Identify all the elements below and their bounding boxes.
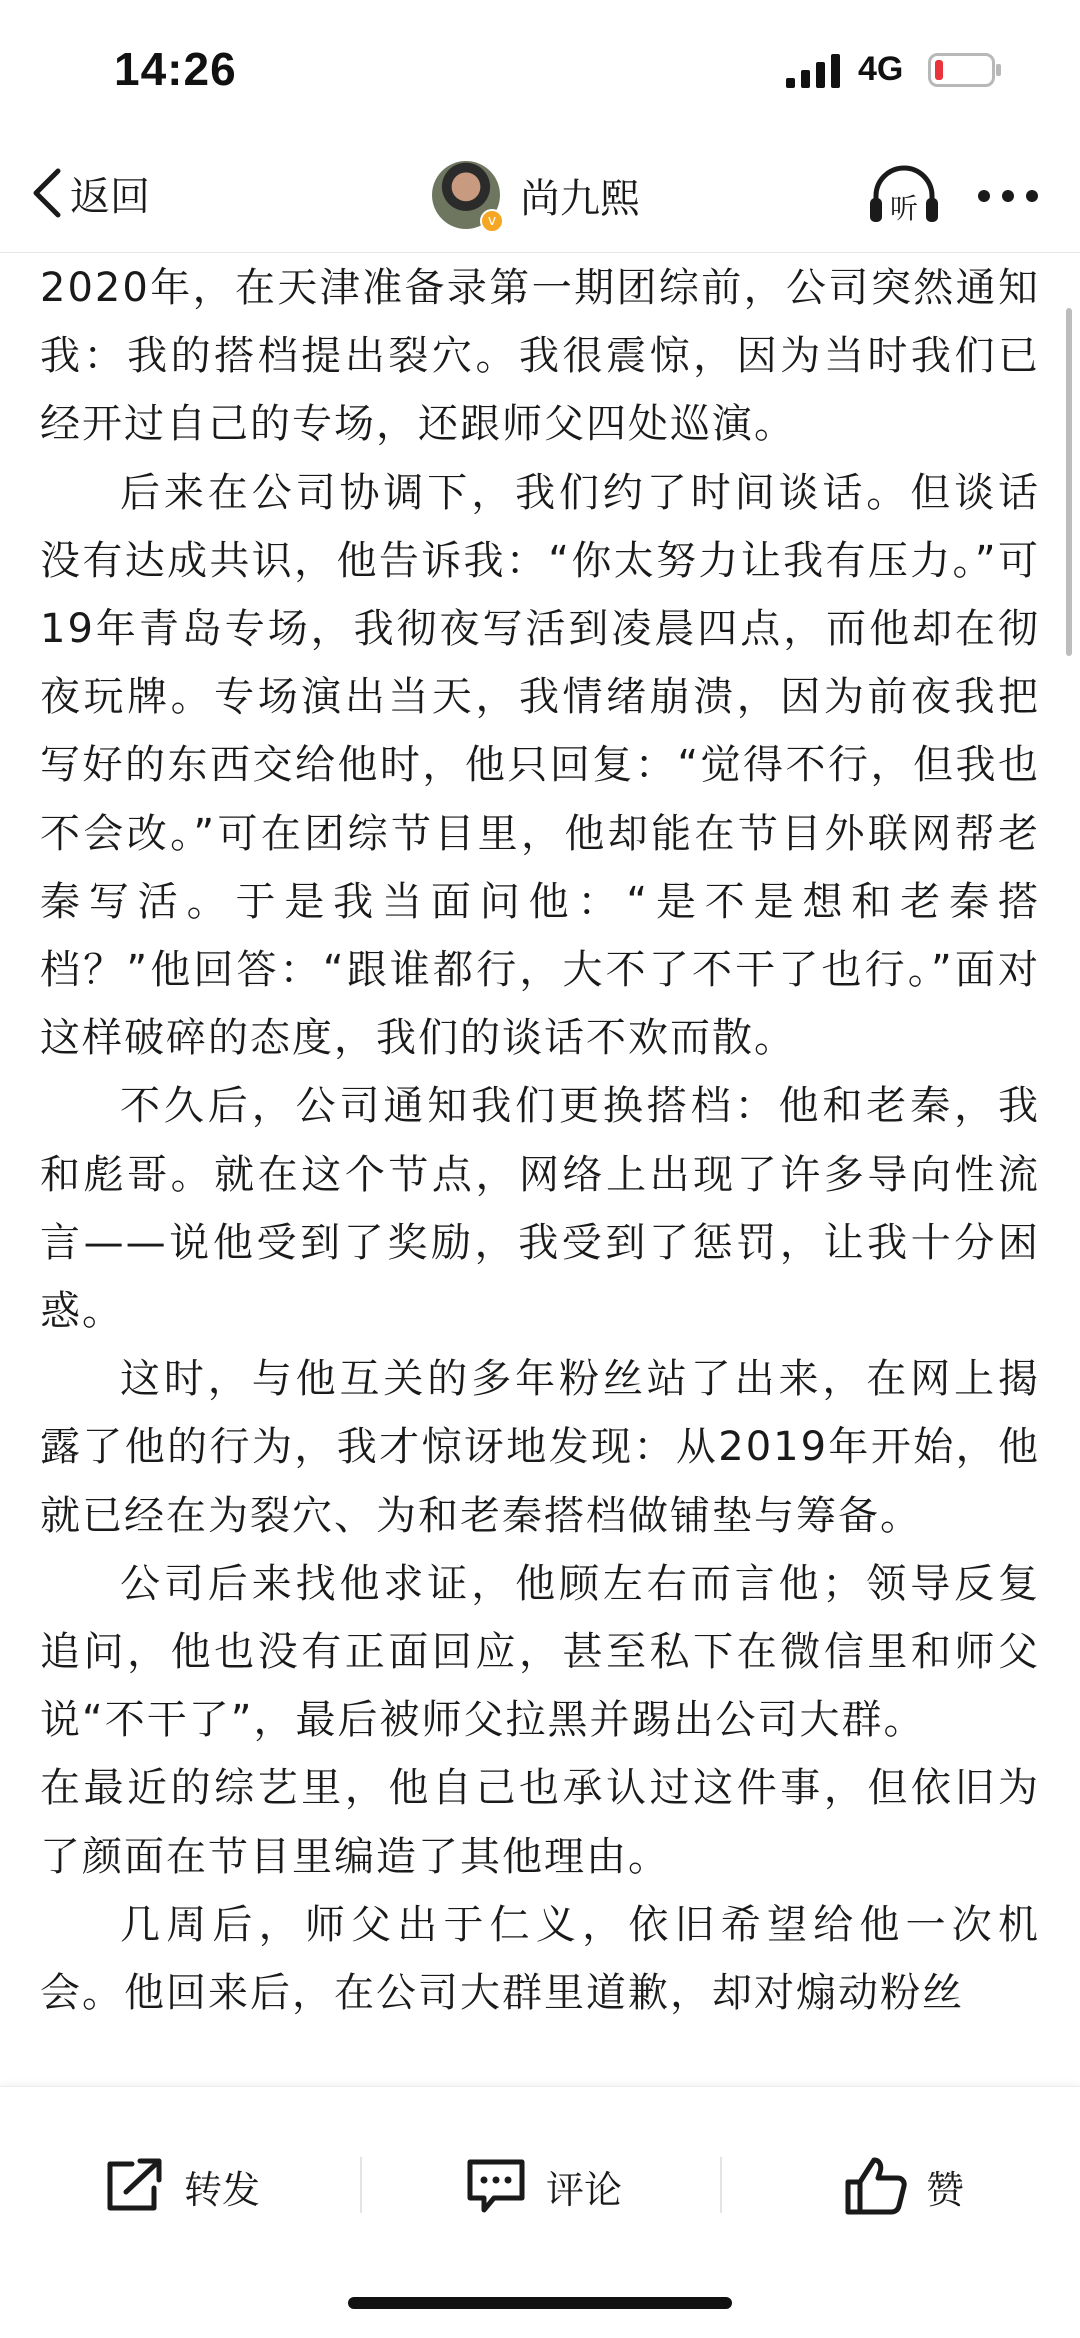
paragraph: 几周后，师父出于仁义，依旧希望给他一次机会。他回来后，在公司大群里道歉，却对煽动粉丝	[40, 1901, 1040, 2017]
home-indicator[interactable]	[348, 2297, 732, 2309]
repost-button[interactable]	[102, 2151, 260, 2221]
divider	[720, 2157, 722, 2213]
back-button[interactable]	[30, 158, 150, 228]
paragraph: 这时，与他互关的多年粉丝站了出来，在网上揭露了他的行为，我才惊讶地发现：从2019年开始，他就已经在为裂穴、为和老秦搭档做铺垫与筹备。	[40, 1356, 1040, 1539]
nav-bar	[0, 140, 1080, 253]
author-name[interactable]: 尚九熙	[520, 175, 640, 222]
comment-icon	[464, 2156, 528, 2216]
scrollbar[interactable]	[1066, 308, 1072, 656]
repost-label: 转发	[184, 2167, 261, 2212]
status-bar	[0, 0, 1080, 140]
signal-icon	[786, 54, 840, 88]
like-button[interactable]	[844, 2151, 964, 2221]
like-label: 赞	[926, 2167, 965, 2212]
share-icon	[102, 2156, 166, 2216]
avatar[interactable]	[432, 161, 500, 229]
paragraph: 2020年，在天津准备录第一期团综前，公司突然通知我：我的搭档提出裂穴。我很震惊，因为当时我们已经开过自己的专场，还跟师父四处巡演。	[40, 265, 1040, 448]
paragraph: 公司后来找他求证，他顾左右而言他；领导反复追问，他也没有正面回应，甚至私下在微信里和师父说“不干了”，最后被师父拉黑并踢出公司大群。	[40, 1560, 1040, 1744]
verified-badge-icon: v	[480, 209, 504, 233]
back-label: 返回	[70, 173, 150, 220]
battery-icon	[928, 53, 1002, 87]
divider	[360, 2157, 362, 2213]
paragraph: 后来在公司协调下，我们约了时间谈话。但谈话没有达成共识，他告诉我：“你太努力让我有压力。”可19年青岛专场，我彻夜写活到凌晨四点，而他却在彻夜玩牌。专场演出当天，我情绪崩溃，因为前夜我把写好的东西交给他时，他只回复：“觉得不行，但我也不会改。”可在团综节目里，他却能在节目外联网帮老秦写活。于是我当面问他：“是不是想和老秦搭档？”他回答：“跟谁都行，大不了不干了也行。”面对这样破碎的态度，我们的谈话不欢而散。	[40, 469, 1040, 1062]
chevron-left-icon	[30, 167, 64, 219]
listen-label: 听	[889, 192, 919, 225]
headphones-icon[interactable]	[866, 162, 942, 228]
comment-label: 评论	[546, 2167, 623, 2212]
article-body	[40, 254, 1040, 2086]
paragraph: 不久后，公司通知我们更换搭档：他和老秦，我和彪哥。就在这个节点，网络上出现了许多导向性流言——说他受到了奖励，我受到了惩罚，让我十分困惑。	[40, 1083, 1040, 1335]
network-type: 4G	[858, 50, 904, 88]
comment-button[interactable]	[464, 2151, 622, 2221]
more-dots-icon[interactable]	[976, 176, 1040, 216]
status-time: 14:26	[114, 43, 237, 95]
author-info[interactable]	[432, 154, 640, 236]
thumbs-up-icon	[844, 2156, 908, 2216]
paragraph: 在最近的综艺里，他自己也承认过这件事，但依旧为了颜面在节目里编造了其他理由。	[40, 1765, 1040, 1880]
bottom-action-bar	[0, 2086, 1080, 2338]
